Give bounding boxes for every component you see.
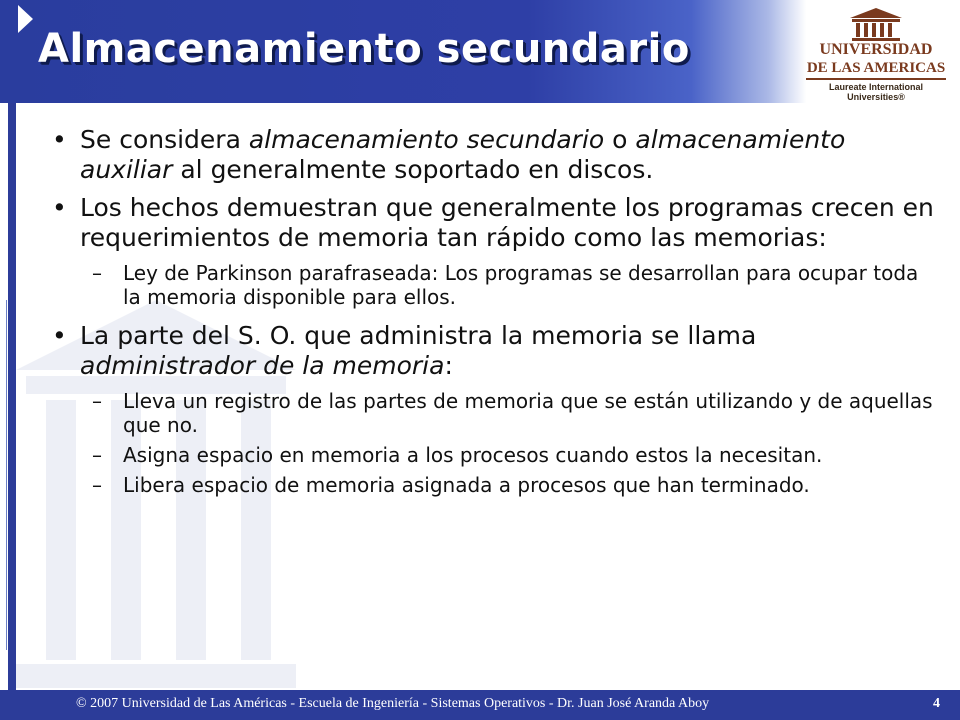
bullet-2: • Los hechos demuestran que generalmente los programas crecen en requerimientos de memoria tan rápido como las memorias: [52, 193, 934, 252]
bullet-1: • Se considera almacenamiento secundario o almacenamiento auxiliar al generalmente soportado en discos. [52, 125, 846, 184]
sub-bullet-dash: – [92, 389, 102, 413]
university-logo [800, 8, 952, 102]
bullet-3: • La parte del S. O. que administra la memoria se llama administrador de la memoria: [52, 321, 757, 380]
sub-bullet-dash: – [92, 473, 102, 497]
slide-body [48, 125, 938, 503]
logo-line-2: DE LAS AMERICAS [806, 60, 946, 76]
building-logo-icon [800, 8, 952, 42]
logo-line-3: Laureate International Universities® [828, 82, 924, 102]
slide-title: Almacenamiento secundario [38, 26, 690, 72]
logo-line-1: UNIVERSIDAD [819, 41, 933, 58]
sub-bullet-3-2: – Asigna espacio en memoria a los procesos cuando estos la necesitan. [92, 443, 823, 467]
left-accent-line [6, 300, 7, 650]
sub-bullet-dash: – [92, 443, 102, 467]
bullet-dot: • [52, 321, 67, 350]
bullet-dot: • [52, 125, 67, 154]
footer-bar [0, 690, 960, 720]
arrow-icon [18, 5, 33, 33]
bullet-dot: • [52, 193, 67, 222]
sub-bullet-2-1: – Ley de Parkinson parafraseada: Los programas se desarrollan para ocupar toda la memoria disponible para ellos. [92, 261, 919, 309]
footer-copyright: © 2007 Universidad de Las Américas - Escuela de Ingeniería - Sistemas Operativos - Dr. Juan José Aranda Aboy [76, 696, 710, 711]
sub-bullet-3-1: – Lleva un registro de las partes de memoria que se están utilizando y de aquellas que no. [92, 389, 933, 437]
sub-bullet-dash: – [92, 261, 102, 285]
logo-divider [806, 78, 946, 80]
page-number: 4 [933, 696, 940, 711]
sub-bullet-3-3: – Libera espacio de memoria asignada a procesos que han terminado. [92, 473, 810, 497]
left-accent-bar [8, 103, 16, 690]
